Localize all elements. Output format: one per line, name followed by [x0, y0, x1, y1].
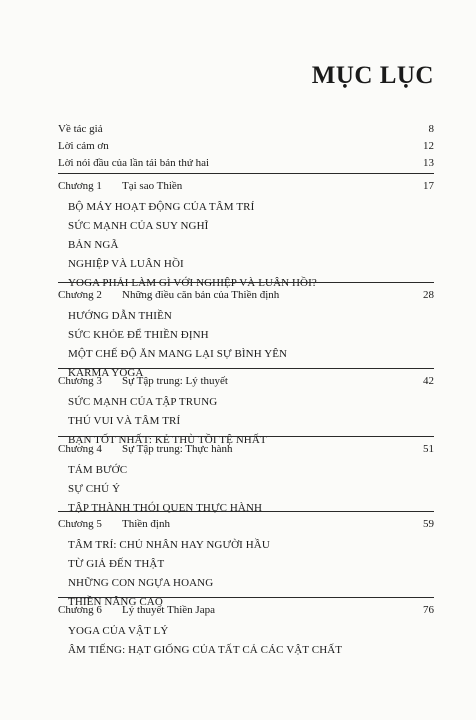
section-item: TỪ GIẢ ĐẾN THẬT [68, 558, 165, 570]
section-item: SỨC MẠNH CỦA SUY NGHĨ [68, 220, 209, 232]
chapter-4 [58, 436, 434, 518]
section-item: YOGA PHẢI LÀM GÌ VỚI NGHIỆP VÀ LUÂN HỒI? [68, 277, 317, 289]
toc-entry-about-author [58, 122, 434, 136]
section-item: BỘ MÁY HOẠT ĐỘNG CỦA TÂM TRÍ [68, 201, 255, 213]
chapter-name: Thiền định [122, 518, 170, 530]
chapter-name: Sự Tập trung: Thực hành [122, 443, 233, 455]
section-item: NGHIỆP VÀ LUÂN HỒI [68, 258, 184, 270]
chapter-heading [58, 604, 434, 622]
chapter-page: 51 [423, 443, 434, 455]
chapter-page: 76 [423, 604, 434, 616]
chapter-label: Chương 2 [58, 289, 102, 301]
section-item: SỨC KHỎE ĐỂ THIỀN ĐỊNH [68, 329, 209, 341]
section-item: TÂM TRÍ: CHỦ NHÂN HAY NGƯỜI HẦU [68, 539, 270, 551]
entry-label: Về tác giả [58, 123, 103, 135]
section-item: TẬP THÀNH THÓI QUEN THỰC HÀNH [68, 502, 263, 514]
chapter-6 [58, 597, 434, 660]
chapter-1 [58, 173, 434, 293]
section-item: THÚ VUI VÀ TÂM TRÍ [68, 415, 181, 427]
toc-entry-acknowledgements [58, 139, 434, 153]
section-item: MỘT CHẾ ĐỘ ĂN MANG LẠI SỰ BÌNH YÊN [68, 348, 288, 360]
entry-page: 8 [428, 123, 434, 135]
chapter-name: Lý thuyết Thiền Japa [122, 604, 215, 616]
chapter-heading [58, 518, 434, 536]
chapter-page: 28 [423, 289, 434, 301]
chapter-page: 42 [423, 375, 434, 387]
chapter-name: Tại sao Thiền [122, 180, 183, 192]
entry-page: 13 [423, 157, 434, 169]
chapter-page: 59 [423, 518, 434, 530]
toc-entry-preface [58, 156, 434, 170]
section-item: SỰ CHÚ Ý [68, 483, 121, 495]
chapter-label: Chương 6 [58, 604, 102, 616]
section-item: HƯỚNG DẪN THIỀN [68, 310, 172, 322]
chapter-heading [58, 443, 434, 461]
page-title: MỤC LỤC [311, 62, 434, 89]
chapter-label: Chương 3 [58, 375, 102, 387]
chapter-page: 17 [423, 180, 434, 192]
section-item: SỨC MẠNH CỦA TẬP TRUNG [68, 396, 218, 408]
section-item: TÁM BƯỚC [68, 464, 128, 476]
section-item: YOGA CỦA VẬT LÝ [68, 625, 169, 637]
entry-page: 12 [423, 140, 434, 152]
chapter-name: Sự Tập trung: Lý thuyết [122, 375, 228, 387]
chapter-label: Chương 1 [58, 180, 102, 192]
chapter-name: Những điều căn bản của Thiền định [122, 289, 280, 301]
section-item: BẢN NGÃ [68, 239, 119, 251]
section-item: THIỀN NÂNG CAO [68, 596, 163, 608]
section-item: BẠN TỐT NHẤT: KẺ THÙ TỒI TỆ NHẤT [68, 434, 267, 446]
section-item: KARMA YOGA [68, 367, 144, 379]
section-item: NHỮNG CON NGỰA HOANG [68, 577, 214, 589]
entry-label: Lời nói đầu của lần tái bản thứ hai [58, 157, 210, 169]
chapter-heading [58, 180, 434, 198]
section-item: ÂM TIẾNG: HẠT GIỐNG CỦA TẤT CẢ CÁC VẬT CHẤT [68, 644, 343, 656]
entry-label: Lời cảm ơn [58, 140, 109, 152]
chapter-label: Chương 5 [58, 518, 102, 530]
chapter-label: Chương 4 [58, 443, 102, 455]
chapter-heading [58, 375, 434, 393]
chapter-heading [58, 289, 434, 307]
